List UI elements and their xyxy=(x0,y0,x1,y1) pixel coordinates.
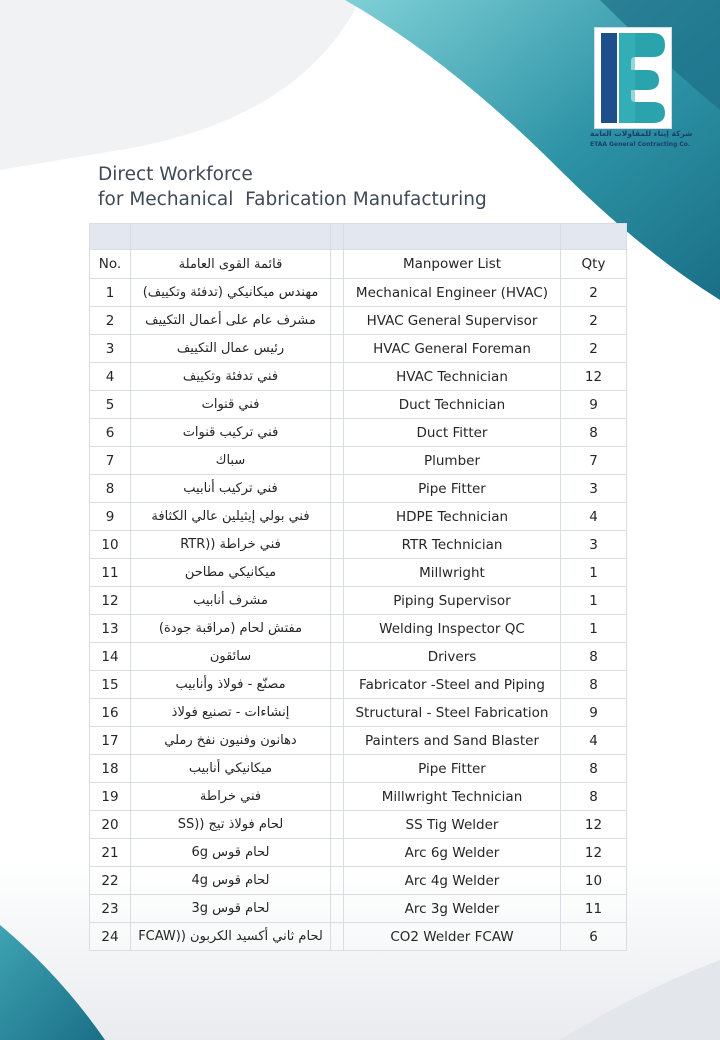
table-row xyxy=(90,335,627,363)
table-row xyxy=(90,923,627,951)
row-no: 12 xyxy=(90,587,131,615)
row-qty: 9 xyxy=(561,699,627,727)
row-arabic: سباك xyxy=(131,447,331,475)
table-row xyxy=(90,419,627,447)
row-arabic: فني خراطة ((RTR xyxy=(131,531,331,559)
row-arabic: مفتش لحام (مراقبة جودة) xyxy=(131,615,331,643)
table-gap-cell xyxy=(331,643,344,671)
header-qty: Qty xyxy=(561,250,627,279)
row-english: Piping Supervisor xyxy=(344,587,561,615)
table-row xyxy=(90,895,627,923)
table-gap-cell xyxy=(331,559,344,587)
row-arabic: سائقون xyxy=(131,643,331,671)
row-english: Pipe Fitter xyxy=(344,755,561,783)
row-english: HDPE Technician xyxy=(344,503,561,531)
row-qty: 1 xyxy=(561,615,627,643)
row-english: Structural - Steel Fabrication xyxy=(344,699,561,727)
etaa-e-icon xyxy=(595,28,671,128)
table-gap-cell xyxy=(331,839,344,867)
row-no: 2 xyxy=(90,307,131,335)
row-arabic: مصنّع - فولاذ وأنابيب xyxy=(131,671,331,699)
table-gap-cell xyxy=(331,811,344,839)
row-qty: 1 xyxy=(561,587,627,615)
row-qty: 4 xyxy=(561,727,627,755)
row-english: CO2 Welder FCAW xyxy=(344,923,561,951)
table-gap-cell xyxy=(331,531,344,559)
row-no: 8 xyxy=(90,475,131,503)
row-qty: 8 xyxy=(561,419,627,447)
table-row xyxy=(90,867,627,895)
row-no: 4 xyxy=(90,363,131,391)
row-qty: 6 xyxy=(561,923,627,951)
row-no: 23 xyxy=(90,895,131,923)
table-gap-cell xyxy=(331,447,344,475)
header-no: No. xyxy=(90,250,131,279)
row-qty: 2 xyxy=(561,307,627,335)
company-logo xyxy=(590,25,693,153)
table-gap-cell xyxy=(331,307,344,335)
row-qty: 11 xyxy=(561,895,627,923)
table-header-row xyxy=(90,250,627,279)
row-english: Millwright Technician xyxy=(344,783,561,811)
title-line-1: Direct Workforce xyxy=(98,164,253,185)
row-qty: 2 xyxy=(561,335,627,363)
row-no: 14 xyxy=(90,643,131,671)
table-row xyxy=(90,727,627,755)
table-row xyxy=(90,391,627,419)
row-qty: 9 xyxy=(561,391,627,419)
table-row xyxy=(90,447,627,475)
row-qty: 1 xyxy=(561,559,627,587)
row-no: 21 xyxy=(90,839,131,867)
row-english: SS Tig Welder xyxy=(344,811,561,839)
table-gap-cell xyxy=(331,250,344,279)
table-row xyxy=(90,839,627,867)
row-english: Plumber xyxy=(344,447,561,475)
workforce-table xyxy=(89,223,627,951)
table-row xyxy=(90,755,627,783)
row-qty: 10 xyxy=(561,867,627,895)
row-english: Drivers xyxy=(344,643,561,671)
row-english: RTR Technician xyxy=(344,531,561,559)
row-english: Millwright xyxy=(344,559,561,587)
table-gap-cell xyxy=(331,755,344,783)
row-arabic: مشرف عام على أعمال التكييف xyxy=(131,307,331,335)
row-no: 10 xyxy=(90,531,131,559)
table-gap-cell xyxy=(331,783,344,811)
logo-emblem xyxy=(594,27,672,129)
row-arabic: فني خراطة xyxy=(131,783,331,811)
row-qty: 8 xyxy=(561,755,627,783)
row-no: 22 xyxy=(90,867,131,895)
row-english: HVAC General Foreman xyxy=(344,335,561,363)
table-gap-cell xyxy=(331,587,344,615)
row-arabic: فني تدفئة وتكييف xyxy=(131,363,331,391)
row-no: 11 xyxy=(90,559,131,587)
table-gap-cell xyxy=(331,363,344,391)
table-gap-cell xyxy=(331,727,344,755)
row-no: 9 xyxy=(90,503,131,531)
row-arabic: فني بولي إيثيلين عالي الكثافة xyxy=(131,503,331,531)
table-row xyxy=(90,279,627,307)
logo-arabic-name: شركة إيتاء للمقاولات العامة xyxy=(590,129,693,138)
table-gap-cell xyxy=(331,335,344,363)
table-gap-cell xyxy=(331,391,344,419)
row-english: Painters and Sand Blaster xyxy=(344,727,561,755)
row-qty: 7 xyxy=(561,447,627,475)
row-no: 3 xyxy=(90,335,131,363)
table-row xyxy=(90,531,627,559)
row-qty: 3 xyxy=(561,475,627,503)
table-gap-cell xyxy=(331,699,344,727)
table-gap-cell xyxy=(331,503,344,531)
row-english: Arc 4g Welder xyxy=(344,867,561,895)
row-no: 19 xyxy=(90,783,131,811)
row-english: HVAC General Supervisor xyxy=(344,307,561,335)
row-no: 16 xyxy=(90,699,131,727)
row-qty: 8 xyxy=(561,671,627,699)
table-row xyxy=(90,671,627,699)
row-english: Duct Technician xyxy=(344,391,561,419)
row-arabic: إنشاءات - تصنيع فولاذ xyxy=(131,699,331,727)
table-row xyxy=(90,559,627,587)
row-arabic: لحام قوس 6g xyxy=(131,839,331,867)
table-gap-cell xyxy=(331,279,344,307)
row-no: 1 xyxy=(90,279,131,307)
page-title xyxy=(98,162,487,212)
row-english: Pipe Fitter xyxy=(344,475,561,503)
table-row xyxy=(90,503,627,531)
row-english: Mechanical Engineer (HVAC) xyxy=(344,279,561,307)
row-no: 5 xyxy=(90,391,131,419)
row-qty: 12 xyxy=(561,811,627,839)
row-qty: 4 xyxy=(561,503,627,531)
row-qty: 2 xyxy=(561,279,627,307)
row-no: 17 xyxy=(90,727,131,755)
row-arabic: ميكانيكي أنابيب xyxy=(131,755,331,783)
table-row xyxy=(90,475,627,503)
row-english: HVAC Technician xyxy=(344,363,561,391)
header-english: Manpower List xyxy=(344,250,561,279)
table-gap-cell xyxy=(331,475,344,503)
row-arabic: فني تركيب قنوات xyxy=(131,419,331,447)
row-no: 18 xyxy=(90,755,131,783)
row-no: 13 xyxy=(90,615,131,643)
row-english: Fabricator -Steel and Piping xyxy=(344,671,561,699)
row-qty: 3 xyxy=(561,531,627,559)
table-gap-cell xyxy=(331,867,344,895)
row-arabic: فني تركيب أنابيب xyxy=(131,475,331,503)
table-row xyxy=(90,587,627,615)
row-no: 7 xyxy=(90,447,131,475)
table-band-row xyxy=(90,224,627,250)
table-row xyxy=(90,811,627,839)
row-no: 24 xyxy=(90,923,131,951)
table-gap-cell xyxy=(331,671,344,699)
row-english: Arc 6g Welder xyxy=(344,839,561,867)
row-arabic: لحام قوس 3g xyxy=(131,895,331,923)
row-qty: 12 xyxy=(561,839,627,867)
row-no: 15 xyxy=(90,671,131,699)
table-row xyxy=(90,307,627,335)
row-arabic: لحام ثاني أكسيد الكربون ((FCAW xyxy=(131,923,331,951)
row-qty: 12 xyxy=(561,363,627,391)
table-row xyxy=(90,699,627,727)
row-no: 20 xyxy=(90,811,131,839)
table-gap-cell xyxy=(331,895,344,923)
title-line-2: for Mechanical Fabrication Manufacturing xyxy=(98,189,487,210)
table-row xyxy=(90,643,627,671)
row-no: 6 xyxy=(90,419,131,447)
row-qty: 8 xyxy=(561,643,627,671)
row-arabic: مشرف أنابيب xyxy=(131,587,331,615)
row-english: Welding Inspector QC xyxy=(344,615,561,643)
table-gap-cell xyxy=(331,923,344,951)
row-arabic: ميكانيكي مطاحن xyxy=(131,559,331,587)
table-gap-cell xyxy=(331,419,344,447)
table-row xyxy=(90,783,627,811)
table-row xyxy=(90,363,627,391)
row-english: Duct Fitter xyxy=(344,419,561,447)
row-arabic: لحام قوس 4g xyxy=(131,867,331,895)
row-arabic: لحام فولاذ تيج ((SS xyxy=(131,811,331,839)
table-row xyxy=(90,615,627,643)
row-arabic: فني قنوات xyxy=(131,391,331,419)
row-qty: 8 xyxy=(561,783,627,811)
table-gap-cell xyxy=(331,615,344,643)
row-arabic: رئيس عمال التكييف xyxy=(131,335,331,363)
row-english: Arc 3g Welder xyxy=(344,895,561,923)
logo-english-name: ETAA General Contracting Co. xyxy=(590,141,691,148)
row-arabic: دهانون وفنيون نفخ رملي xyxy=(131,727,331,755)
row-arabic: مهندس ميكانيكي (تدفئة وتكييف) xyxy=(131,279,331,307)
header-arabic: قائمة القوى العاملة xyxy=(131,250,331,279)
